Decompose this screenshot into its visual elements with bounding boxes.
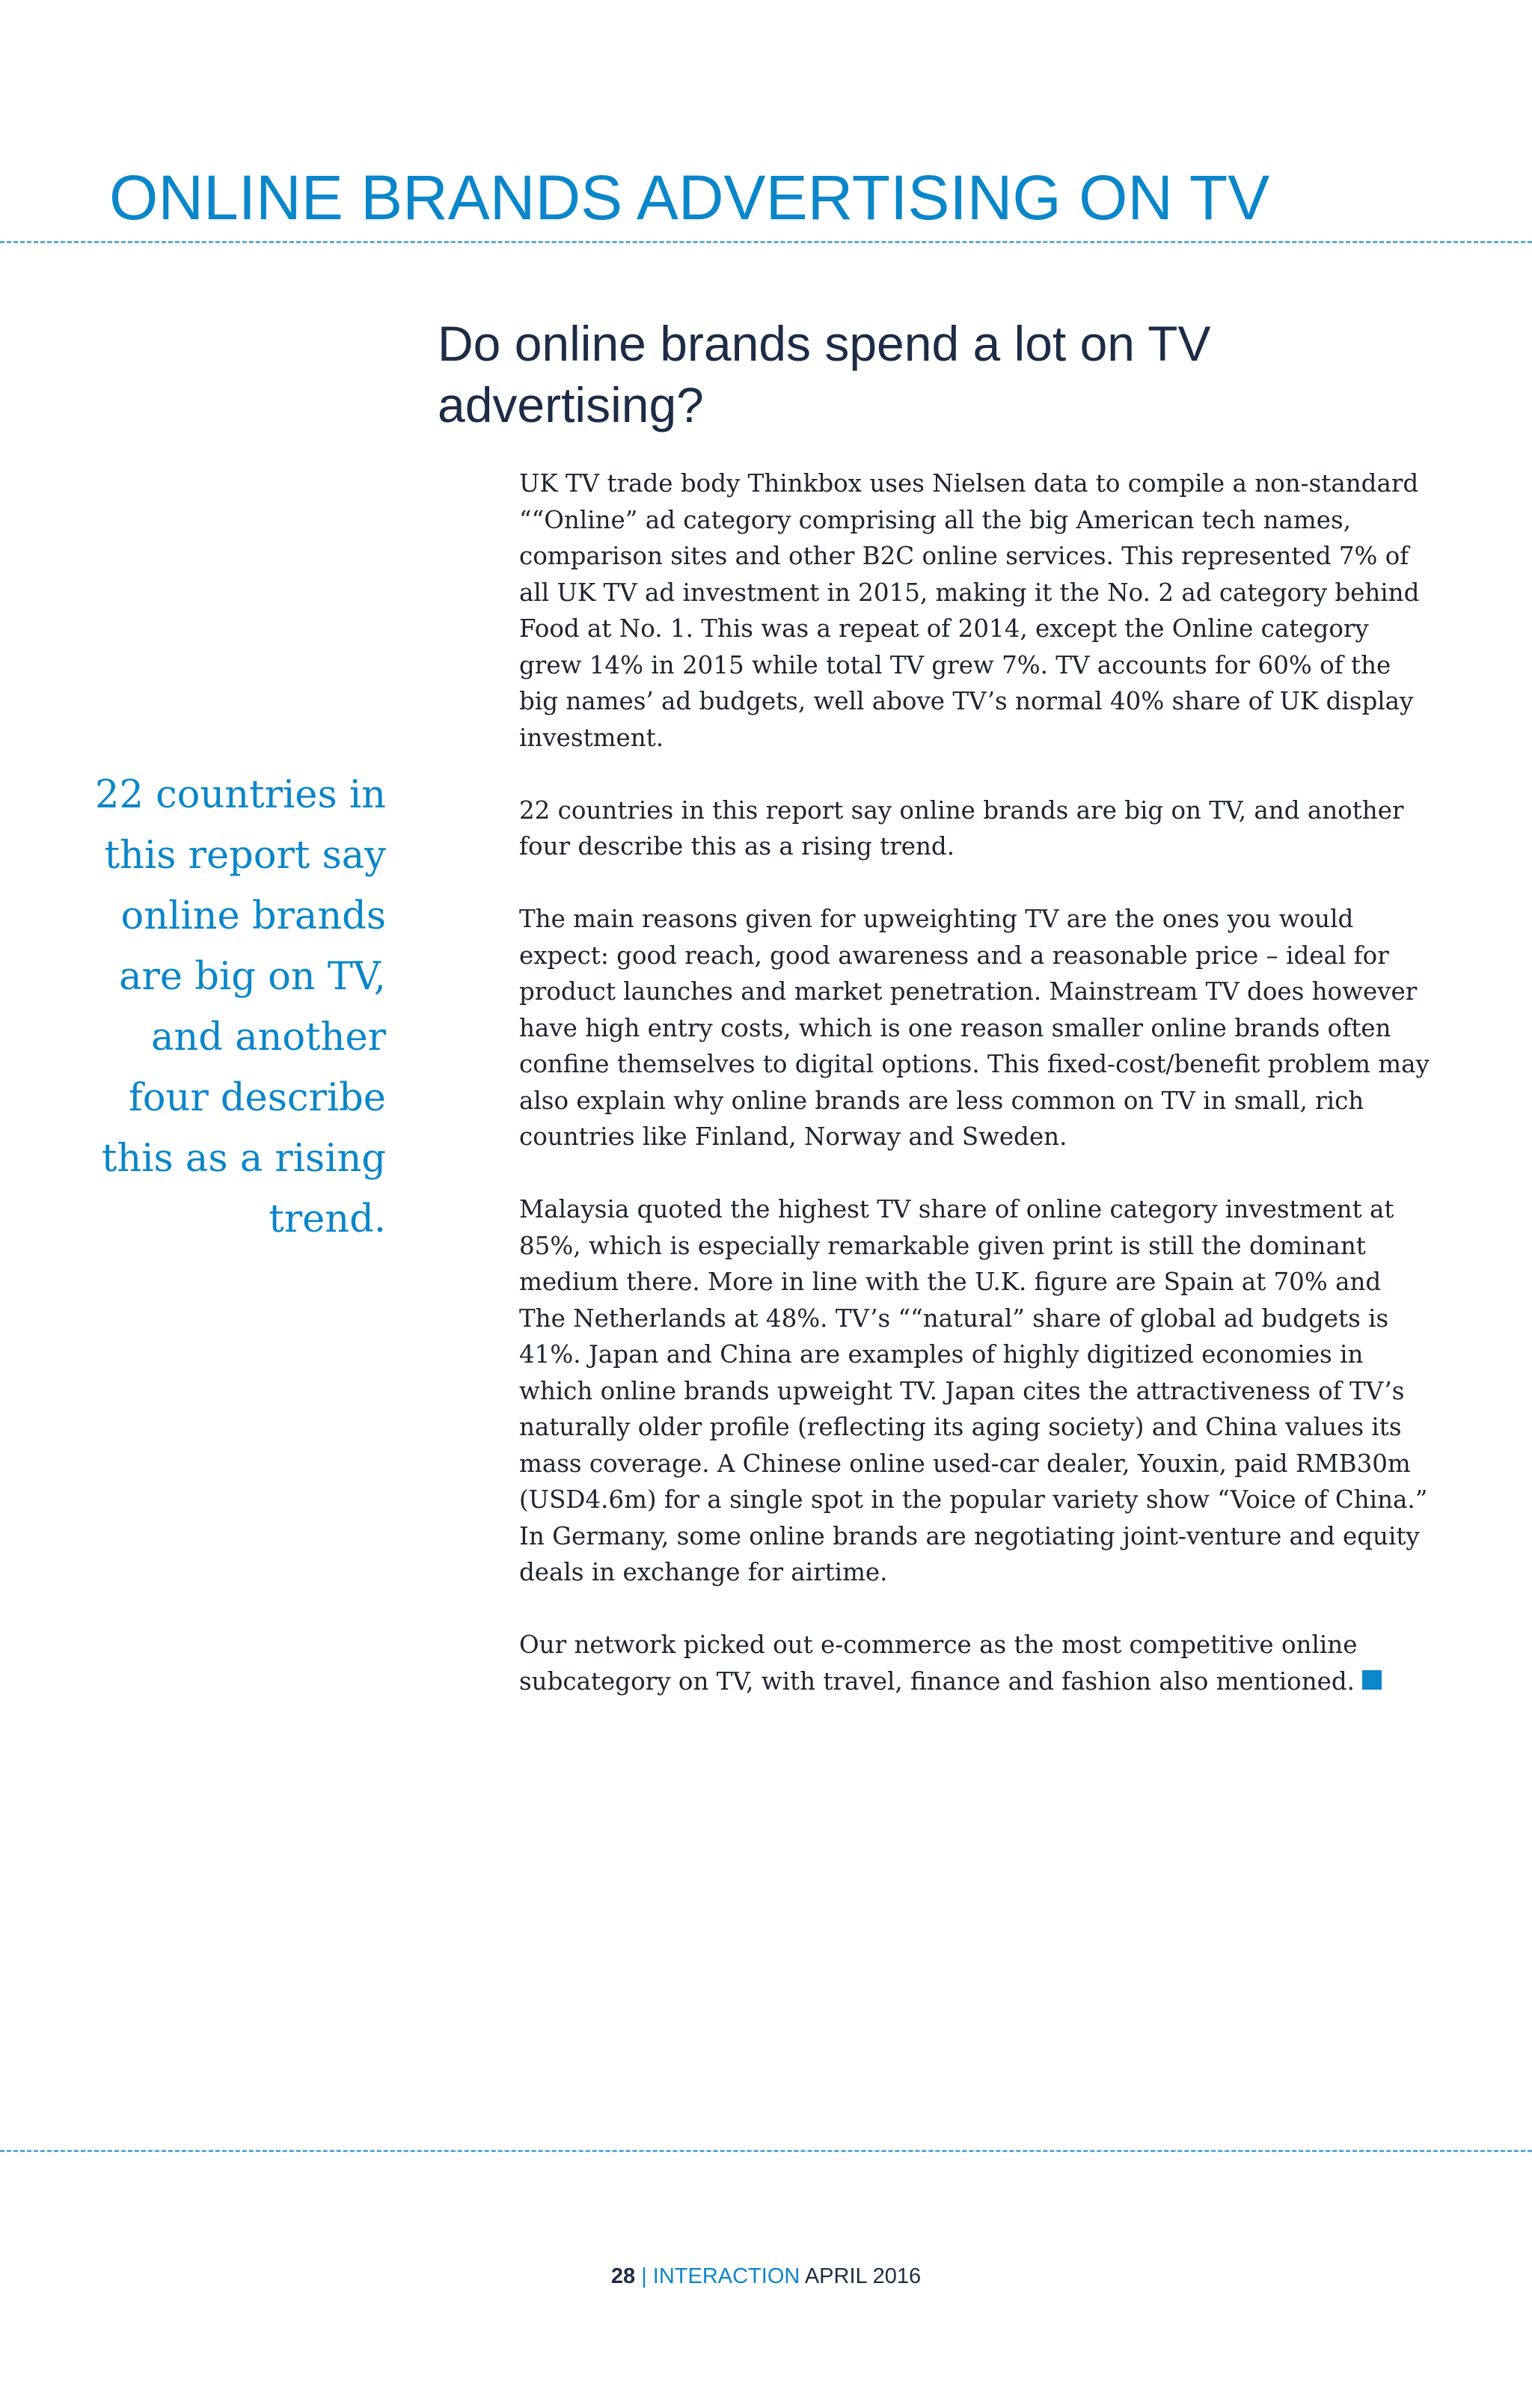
end-of-article-square-icon — [1362, 1670, 1382, 1690]
section-title: ONLINE BRANDS ADVERTISING ON TV — [109, 162, 1270, 233]
body-paragraph-5-text: Our network picked out e-commerce as the most competitive online subcategory on TV, with travel, finance and fashion also mentioned. — [519, 1631, 1358, 1696]
body-paragraph-2: 22 countries in this report say online brands are big on TV, and another four describe this as a rising trend. — [519, 795, 1404, 861]
publication-name: INTERACTION — [652, 2264, 800, 2288]
top-dashed-divider — [0, 241, 1532, 243]
bottom-dashed-divider — [0, 2150, 1532, 2152]
footer-separator: | — [641, 2264, 647, 2288]
body-paragraph-1: UK TV trade body Thinkbox uses Nielsen data to compile a non-standard ““Online” ad category comprising all the big American tech names, comparison sites and other B2C online services. This represented 7% of all UK TV ad investment in 2015, making it the No. 2 ad category behind Food at No. 1. This was a repeat of 2014, except the Online category grew 14% in 2015 while total TV grew 7%. TV accounts for 60% of the big names’ ad budgets, well above TV’s normal 40% share of UK display investment. — [519, 469, 1420, 752]
pull-quote: 22 countries in this report say online brands are big on TV, and another four describe this as a rising trend. — [95, 773, 386, 1241]
body-paragraph-3: The main reasons given for upweighting TV are the ones you would expect: good reach, good awareness and a reasonable price – ideal for product launches and market penetration. Mainstream TV does however have high entry costs, which is one reason smaller online brands often confine themselves to digital options. This fixed-cost/benefit problem may also explain why online brands are less common on TV in small, rich countries like Finland, Norway and Sweden. — [519, 905, 1430, 1151]
page-number: 28 — [610, 2264, 636, 2288]
body-paragraph-5 — [519, 1627, 1432, 1699]
body-paragraph-4: Malaysia quoted the highest TV share of online category investment at 85%, which is especially remarkable given print is still the dominant medium there. More in line with the U.K. figure are Spain at 70% and The Netherlands at 48%. TV’s ““natural” share of global ad budgets is 41%. Japan and China are examples of highly digitized economies in which online brands upweight TV. Japan cites the attractiveness of TV’s naturally older profile (reflecting its aging society) and China values its mass coverage. A Chinese online used-car dealer, Youxin, paid RMB30m (USD4.6m) for a single spot in the popular variety show “Voice of China.” In Germany, some online brands are negotiating joint-venture and equity deals in exchange for airtime. — [519, 1195, 1428, 1586]
issue-date: APRIL 2016 — [804, 2264, 922, 2288]
page-footer — [0, 2264, 1532, 2289]
article-question-heading: Do online brands spend a lot on TV advertising? — [438, 316, 1211, 433]
article-body — [519, 465, 1432, 1736]
